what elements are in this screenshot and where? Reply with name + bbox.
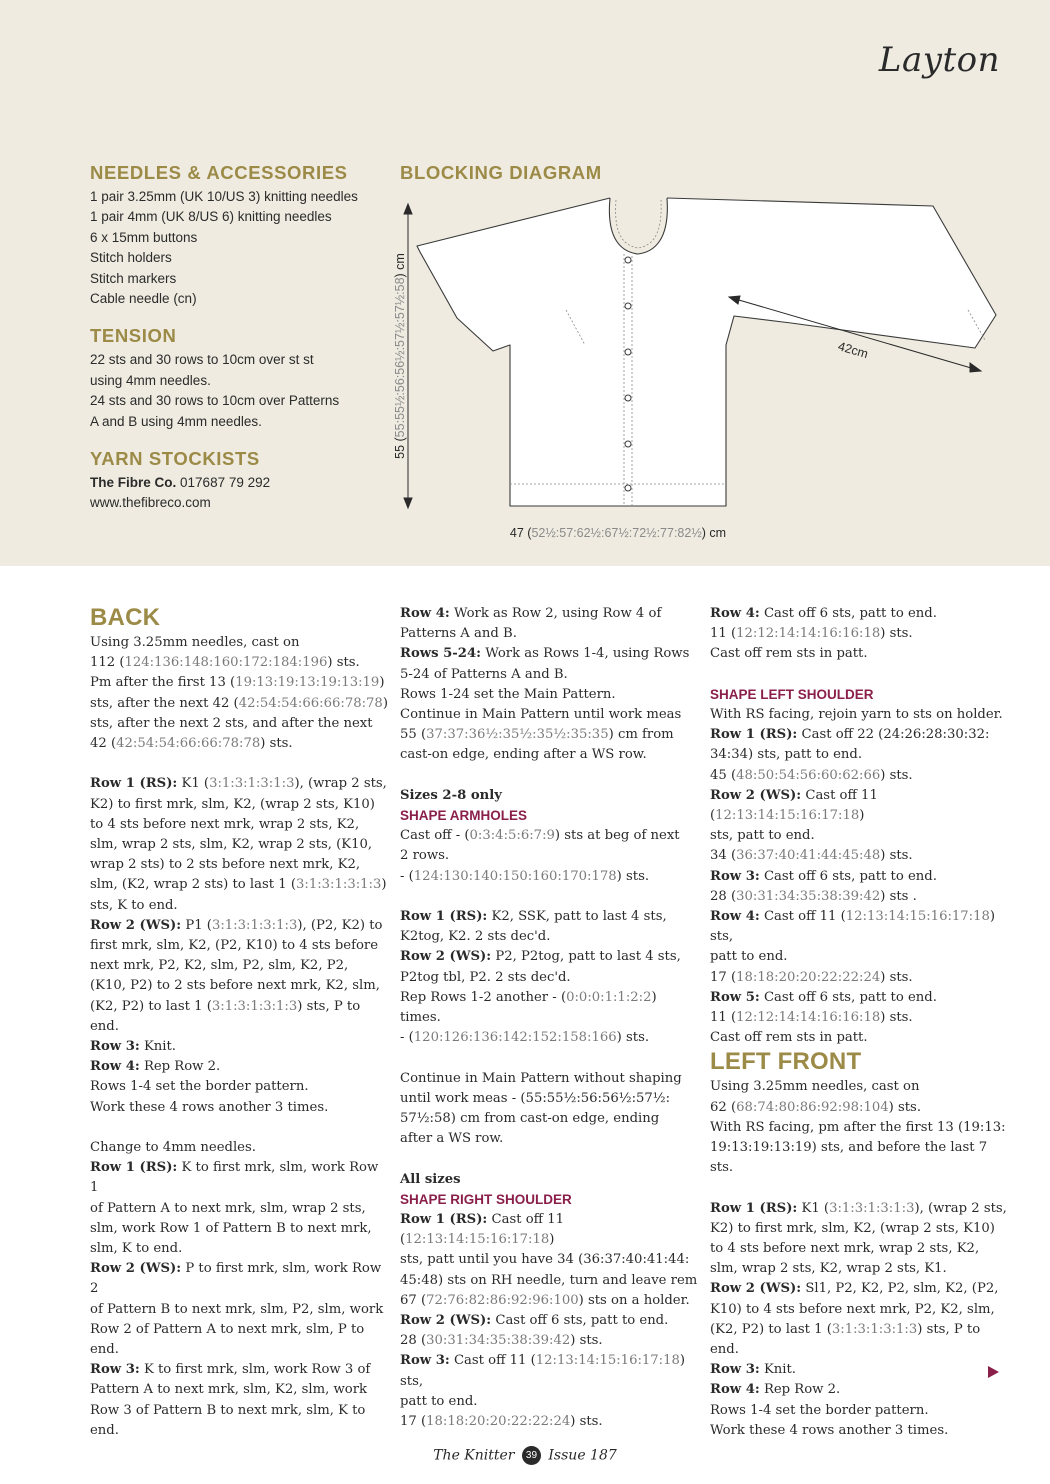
size-figures: 3:1:3:1:3:1:3 — [209, 776, 295, 792]
instruction-line: Row 2 (WS): Cast off 11 (12:13:14:15:16:17:18) — [710, 787, 878, 824]
tension-section — [90, 325, 380, 432]
tension-line: 24 sts and 30 rows to 10cm over Patterns — [90, 393, 340, 409]
subsection-heading: SHAPE ARMHOLES — [400, 808, 528, 824]
size-figures: 3:1:3:1:3:1:3 — [211, 917, 298, 933]
size-note: All sizes — [400, 1171, 461, 1187]
needles-item: Stitch holders — [90, 250, 172, 266]
size-figures: 37:37:36½:35½:35½:35:35 — [426, 727, 609, 743]
tension-line: 22 sts and 30 rows to 10cm over st st — [90, 352, 314, 368]
cardigan-outline — [417, 198, 996, 506]
height-main: 55 ( — [393, 437, 407, 459]
size-figures: 3:1:3:1:3:1:3 — [211, 998, 298, 1014]
instruction-line: end. — [90, 1422, 119, 1438]
row-label: Row 1 (RS): — [90, 1160, 178, 1176]
row-label: Row 2 (WS): — [710, 1281, 802, 1297]
instruction-line: 11 (12:12:14:14:16:16:18) sts. — [710, 1010, 913, 1026]
instruction-line: 55 (37:37:36½:35½:35½:35:35) cm from — [400, 727, 674, 743]
width-sizes: 52½:57:62½:67½:72½:77:82½ — [531, 526, 702, 540]
size-figures: 12:12:14:14:16:16:18 — [736, 626, 881, 642]
row-label: Row 1 (RS): — [90, 776, 178, 792]
stockist-contact — [90, 473, 380, 493]
subsection-heading: SHAPE RIGHT SHOULDER — [400, 1191, 572, 1207]
size-figures: 42:54:54:66:66:78:78 — [116, 736, 261, 752]
instruction-line: Pattern A to next mrk, slm, K2, slm, work — [90, 1382, 367, 1398]
height-end: ) cm — [393, 253, 407, 278]
button-mark — [625, 349, 631, 355]
arrow-head — [970, 363, 981, 372]
row-label: Row 4: — [710, 1382, 760, 1398]
instruction-line: Cast off rem sts in patt. — [710, 646, 868, 662]
instruction-line: Change to 4mm needles. — [90, 1140, 256, 1156]
row-label: Row 3: — [710, 1362, 760, 1378]
arrow-head — [404, 204, 412, 214]
instruction-line: cast-on edge, ending after a WS row. — [400, 747, 647, 763]
instruction-line: K2) to first mrk, slm, K2, (wrap 2 sts, K10) — [710, 1220, 995, 1236]
instruction-line: until work meas - (55:55½:56:56½:57½: — [400, 1090, 671, 1106]
instruction-line: 34:34) sts, patt to end. — [710, 747, 863, 763]
instruction-line: Row 2 (WS): P1 (3:1:3:1:3:1:3), (P2, K2) to — [90, 917, 383, 933]
width-main: 47 ( — [509, 526, 532, 540]
instruction-line: (K2, P2) to last 1 (3:1:3:1:3:1:3) sts, P to end. — [90, 998, 361, 1034]
needles-heading: NEEDLES & ACCESSORIES — [90, 162, 348, 183]
instruction-line: 5-24 of Patterns A and B. — [400, 666, 568, 682]
row-label: Row 3: — [90, 1362, 140, 1378]
subsection-heading: SHAPE LEFT SHOULDER — [710, 686, 874, 702]
button-mark — [625, 303, 631, 309]
size-figures: 0:0:0:1:1:2:2 — [566, 989, 652, 1005]
row-label: Row 4: — [400, 606, 450, 621]
instruction-line: Row 4: Cast off 11 (12:13:14:15:16:17:18) sts, — [710, 909, 996, 945]
instruction-line: 17 (18:18:20:20:22:22:24) sts. — [710, 969, 913, 985]
instruction-line: Row 4: Rep Row 2. — [710, 1382, 841, 1398]
instruction-line: Row 1 (RS): K to first mrk, slm, work Row 1 — [90, 1160, 379, 1196]
size-figures: 18:18:20:20:22:22:24 — [736, 969, 881, 985]
instruction-line: P2tog tbl, P2. 2 sts dec'd. — [400, 969, 571, 985]
instruction-line: Work these 4 rows another 3 times. — [90, 1099, 329, 1115]
size-figures: 48:50:54:56:60:62:66 — [736, 767, 881, 783]
instruction-line: Rows 1-24 set the Main Pattern. — [400, 686, 616, 702]
instruction-line: Continue in Main Pattern without shaping — [400, 1070, 682, 1086]
size-figures: 19:13:19:13:19:13:19 — [235, 675, 380, 691]
row-label: Row 4: — [710, 606, 760, 621]
continue-arrow-icon — [988, 1366, 999, 1378]
instruction-line: - (120:126:136:142:152:158:166) sts. — [400, 1030, 650, 1046]
instruction-line: 112 (124:136:148:160:172:184:196) sts. — [90, 655, 360, 671]
row-label: Row 1 (RS): — [400, 1212, 488, 1228]
instruction-line: slm, wrap 2 sts, slm, K2, wrap 2 sts, (K10, — [90, 837, 373, 853]
row-label: Row 1 (RS): — [710, 727, 798, 743]
stockist-phone: 017687 79 292 — [180, 475, 271, 491]
size-figures: 12:13:14:15:16:17:18 — [535, 1353, 680, 1369]
instruction-line: Rep Rows 1-2 another - (0:0:0:1:1:2:2) times. — [400, 989, 657, 1026]
height-sizes: 55:55½:56:56½:57½:57½:58 — [393, 277, 407, 438]
instruction-line: K2) to first mrk, slm, K2, (wrap 2 sts, K10) — [90, 796, 375, 812]
instruction-line: end. — [90, 1342, 119, 1358]
button-mark — [625, 485, 631, 491]
instruction-line: 62 (68:74:80:86:92:98:104) sts. — [710, 1099, 922, 1115]
instruction-line: 17 (18:18:20:20:22:22:24) sts. — [400, 1414, 603, 1430]
size-figures: 124:130:140:150:160:170:178 — [413, 868, 617, 884]
row-label: Rows 5-24: — [400, 646, 481, 662]
instruction-line: Row 3: Cast off 11 (12:13:14:15:16:17:18) sts, — [400, 1353, 686, 1389]
instruction-line: Row 5: Cast off 6 sts, patt to end. — [710, 989, 937, 1005]
magazine-name: The Knitter — [433, 1447, 515, 1464]
section-heading: LEFT FRONT — [710, 1048, 862, 1076]
instruction-line: 67 (72:76:82:86:92:96:100) sts on a holder. — [400, 1292, 690, 1308]
instruction-line: 42 (42:54:54:66:66:78:78) sts. — [90, 736, 293, 752]
size-figures: 0:3:4:5:6:7:9 — [469, 828, 555, 844]
row-label: Row 2 (WS): — [400, 949, 492, 965]
instruction-line: With RS facing, rejoin yarn to sts on holder. — [710, 707, 1003, 722]
needles-item: 1 pair 4mm (UK 8/US 6) knitting needles — [90, 209, 332, 225]
instruction-line: Row 2 (WS): P to first mrk, slm, work Row 2 — [90, 1261, 382, 1297]
size-figures: 3:1:3:1:3:1:3 — [831, 1321, 918, 1337]
instruction-line: Rows 1-4 set the border pattern. — [90, 1079, 309, 1095]
instruction-line: Rows 1-4 set the border pattern. — [710, 1402, 929, 1418]
paragraph-gap — [400, 766, 700, 786]
size-figures: 124:136:148:160:172:184:196 — [124, 655, 328, 671]
row-label: Row 1 (RS): — [400, 909, 488, 925]
instruction-line: slm, wrap 2 sts, K2, wrap 2 sts, K1. — [710, 1261, 947, 1277]
instruction-line: (K2, P2) to last 1 (3:1:3:1:3:1:3) sts, P to end. — [710, 1321, 981, 1358]
instruction-line: 45:48) sts on RH needle, turn and leave rem — [400, 1272, 698, 1288]
instruction-line: to 4 sts before next mrk, wrap 2 sts, K2, — [90, 816, 360, 832]
instruction-line: 28 (30:31:34:35:38:39:42) sts. — [400, 1333, 603, 1349]
needles-item: 1 pair 3.25mm (UK 10/US 3) knitting needles — [90, 189, 358, 204]
needles-section — [90, 162, 380, 309]
instruction-line: of Pattern B to next mrk, slm, P2, slm, work — [90, 1301, 384, 1317]
instruction-line: 45 (48:50:54:56:60:62:66) sts. — [710, 767, 913, 783]
needles-item: Stitch markers — [90, 270, 177, 286]
tension-line: A and B using 4mm needles. — [90, 413, 262, 429]
instruction-line: Row 1 (RS): K1 (3:1:3:1:3:1:3), (wrap 2 sts, — [90, 776, 387, 792]
pattern-title: Layton — [878, 40, 1000, 80]
instruction-line: Row 1 (RS): Cast off 22 (24:26:28:30:32: — [710, 727, 990, 743]
instruction-line: 34 (36:37:40:41:44:45:48) sts. — [710, 848, 913, 864]
size-figures: 36:37:40:41:44:45:48 — [736, 848, 881, 864]
size-figures: 72:76:82:86:92:96:100 — [426, 1292, 579, 1308]
instruction-line: patt to end. — [710, 949, 788, 965]
button-mark — [625, 441, 631, 447]
size-figures: 12:13:14:15:16:17:18 — [845, 909, 990, 925]
row-label: Row 5: — [710, 989, 760, 1005]
stockists-section — [90, 448, 380, 514]
instruction-line: Using 3.25mm needles, cast on — [90, 635, 300, 650]
issue-number: Issue 187 — [548, 1447, 617, 1464]
instruction-line: (K10, P2) to 2 sts before next mrk, K2, slm, — [90, 978, 380, 994]
instruction-line: - (124:130:140:150:160:170:178) sts. — [400, 868, 650, 884]
instruction-line: sts, patt to end. — [710, 828, 815, 844]
size-figures: 42:54:54:66:66:78:78 — [238, 695, 383, 711]
instruction-line: Row 3: Knit. — [90, 1039, 176, 1055]
row-label: Row 3: — [90, 1039, 140, 1055]
instruction-line: 28 (30:31:34:35:38:39:42) sts . — [710, 888, 917, 904]
instruction-line: Row 4: Work as Row 2, using Row 4 of — [400, 606, 662, 621]
instruction-line: Pm after the first 13 (19:13:19:13:19:13:19) — [90, 675, 385, 691]
size-figures: 3:1:3:1:3:1:3 — [295, 877, 382, 893]
diagram-heading: BLOCKING DIAGRAM — [400, 162, 602, 183]
instruction-line: 2 rows. — [400, 848, 450, 864]
instruction-line: Row 2 (WS): Sl1, P2, K2, P2, slm, K2, (P2, — [710, 1281, 999, 1297]
instruction-line: next mrk, P2, K2, slm, P2, slm, K2, P2, — [90, 958, 349, 974]
tension-heading: TENSION — [90, 325, 177, 347]
size-figures: 12:13:14:15:16:17:18 — [715, 808, 860, 824]
width-end: ) cm — [701, 526, 727, 540]
instruction-line: K10) to 4 sts before next mrk, P2, K2, slm, — [710, 1301, 995, 1317]
height-label — [393, 253, 407, 459]
instruction-line: Row 2 (WS): Cast off 6 sts, patt to end. — [400, 1313, 669, 1329]
row-label: Row 2 (WS): — [90, 917, 182, 933]
instruction-line: patt to end. — [400, 1393, 478, 1409]
row-label: Row 2 (WS): — [90, 1261, 182, 1277]
instruction-line: Row 4: Cast off 6 sts, patt to end. — [710, 606, 937, 621]
instruction-line: Row 1 (RS): K2, SSK, patt to last 4 sts, — [400, 909, 667, 925]
column-2 — [400, 604, 700, 1432]
instruction-line: Row 2 (WS): P2, P2tog, patt to last 4 sts, — [400, 949, 681, 965]
button-mark — [625, 257, 631, 263]
size-figures: 120:126:136:142:152:158:166 — [413, 1030, 617, 1046]
size-figures: 68:74:80:86:92:98:104 — [736, 1099, 889, 1115]
size-figures: 3:1:3:1:3:1:3 — [829, 1200, 915, 1216]
instruction-line: to 4 sts before next mrk, wrap 2 sts, K2, — [710, 1241, 980, 1257]
paragraph-gap — [400, 1048, 700, 1068]
row-label: Row 4: — [90, 1059, 140, 1075]
needles-item: 6 x 15mm buttons — [90, 229, 198, 245]
stockists-heading: YARN STOCKISTS — [90, 448, 260, 470]
instruction-line: of Pattern A to next mrk, slm, wrap 2 sts, — [90, 1200, 366, 1216]
row-label: Row 3: — [710, 868, 760, 884]
instruction-line: sts, patt until you have 34 (36:37:40:41:44: — [400, 1252, 690, 1268]
row-label: Row 3: — [400, 1353, 450, 1369]
instruction-line: slm, work Row 1 of Pattern B to next mrk, — [90, 1220, 372, 1236]
section-heading: BACK — [90, 604, 161, 631]
size-figures: 30:31:34:35:38:39:42 — [426, 1333, 571, 1349]
page-number: 39 — [522, 1446, 541, 1465]
paragraph-gap — [710, 665, 1010, 685]
instruction-line: slm, (K2, wrap 2 sts) to last 1 (3:1:3:1:3:1:3) — [90, 877, 387, 893]
instruction-line: Rows 5-24: Work as Rows 1-4, using Rows — [400, 646, 690, 662]
instruction-line: 11 (12:12:14:14:16:16:18) sts. — [710, 626, 913, 642]
page-footer — [0, 1446, 1050, 1465]
arrow-head — [404, 498, 412, 508]
instruction-line: sts, after the next 2 sts, and after the next — [90, 715, 373, 731]
instruction-line: Patterns A and B. — [400, 626, 517, 642]
instruction-line: K2tog, K2. 2 sts dec'd. — [400, 929, 551, 945]
blocking-diagram — [380, 190, 1020, 560]
row-label: Row 2 (WS): — [710, 787, 802, 803]
instruction-line: Row 1 (RS): Cast off 11 (12:13:14:15:16:17:18) — [400, 1212, 564, 1248]
paragraph-gap — [400, 1149, 700, 1169]
instruction-line: sts, K to end. — [90, 897, 178, 913]
stockist-website: www.thefibreco.com — [90, 495, 211, 511]
instruction-line: sts, after the next 42 (42:54:54:66:66:78:78) — [90, 695, 388, 711]
paragraph-gap — [90, 754, 390, 774]
size-figures: 12:12:14:14:16:16:18 — [736, 1010, 881, 1026]
instruction-line: Cast off rem sts in patt. — [710, 1030, 868, 1046]
materials-sidebar — [90, 162, 380, 530]
sleeve-label: 42cm — [836, 339, 870, 362]
paragraph-gap — [400, 887, 700, 907]
instruction-line: Row 2 of Pattern A to next mrk, slm, P to — [90, 1321, 365, 1337]
stockist-company: The Fibre Co. — [90, 475, 177, 491]
instruction-line: Row 3 of Pattern B to next mrk, slm, K to — [90, 1402, 366, 1418]
size-note: Sizes 2-8 only — [400, 787, 502, 803]
instruction-line: Continue in Main Pattern until work meas — [400, 707, 682, 723]
instruction-line: Row 4: Rep Row 2. — [90, 1059, 221, 1075]
instruction-line: With RS facing, pm after the first 13 (19:13: — [710, 1119, 1006, 1135]
button-mark — [625, 395, 631, 401]
instruction-line: Row 1 (RS): K1 (3:1:3:1:3:1:3), (wrap 2 sts, — [710, 1200, 1007, 1216]
instruction-line: first mrk, slm, K2, (P2, K10) to 4 sts before — [90, 938, 379, 954]
instruction-line: Row 3: K to first mrk, slm, work Row 3 of — [90, 1362, 371, 1378]
row-label: Row 2 (WS): — [400, 1313, 492, 1329]
instruction-line: Row 3: Cast off 6 sts, patt to end. — [710, 868, 937, 884]
size-figures: 12:13:14:15:16:17:18 — [405, 1232, 550, 1248]
tension-line: using 4mm needles. — [90, 372, 211, 388]
instruction-line: slm, K to end. — [90, 1241, 183, 1257]
paragraph-gap — [90, 1118, 390, 1138]
size-figures: 30:31:34:35:38:39:42 — [736, 888, 881, 904]
instruction-line: Using 3.25mm needles, cast on — [710, 1079, 920, 1095]
instruction-line: wrap 2 sts) to 2 sts before next mrk, K2, — [90, 857, 361, 873]
instruction-line: Row 3: Knit. — [710, 1362, 796, 1378]
row-label: Row 4: — [710, 909, 760, 925]
row-label: Row 1 (RS): — [710, 1200, 798, 1216]
instruction-line: Cast off - (0:3:4:5:6:7:9) sts at beg of next — [400, 828, 680, 844]
column-3 — [710, 604, 1010, 1441]
instruction-line: 19:13:19:13:19) sts, and before the last 7 sts. — [710, 1140, 988, 1176]
width-label — [510, 526, 726, 540]
needles-item: Cable needle (cn) — [90, 291, 197, 307]
instruction-line: after a WS row. — [400, 1131, 504, 1147]
instruction-line: 57½:58) cm from cast-on edge, ending — [400, 1111, 660, 1127]
instruction-line: Work these 4 rows another 3 times. — [710, 1422, 949, 1438]
column-1 — [90, 604, 390, 1441]
size-figures: 18:18:20:20:22:22:24 — [426, 1414, 571, 1430]
paragraph-gap — [710, 1178, 1010, 1198]
